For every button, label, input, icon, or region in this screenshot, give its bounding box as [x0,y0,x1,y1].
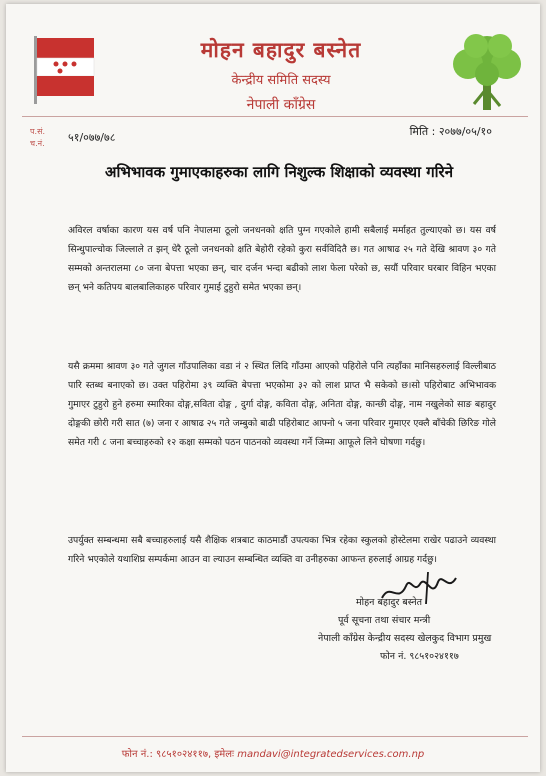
header-divider [22,116,528,117]
dispatch-label: च.नं. [30,139,45,148]
nepali-congress-flag-icon [32,34,96,104]
signatory-phone: फोन नं. ९८५१०२४११७ [380,651,459,662]
signatory-former-post: पूर्व सूचना तथा संचार मन्त्री [338,615,431,626]
letter-date: मिति : २०७७/०५/१० [409,125,492,138]
body-paragraph: यसै क्रममा श्रावण ३० गते जुगल गाँउपालिका वडा नं २ स्थित लिदि गाँउमा आएको पहिरोले पनि त्यहाँका मानिसहरुलाई विल्लीबाठ पारि स्तब्ध बनाएको छ। उक्त पहिरोमा ३९ व्यक्ति बेपत्ता भएकोमा ३२ को लाश प्राप्त भै सकेको छ।सो पहिरोबाट अभिभावक गुमाएर टुहुरो हुने हरुमा स्मारिका दोङ्ग,सविता दोङ्ग , दुर्गा दोङ्ग, कविता दोङ्ग, अनिता दोङ्ग, कान्छी दोङ्ग, नाम नखुलेको साङ बहादुर दोङ्गकी छोरी गरी सात (७) जना र आषाढ २५ गते जम्बुको बाढी पहिरोबाट आफ्नो ५ जना परिवार गुमाएर एक्लै बाँचेकी छिरिङ गोले समेत गरी ८ जना बच्चाहरुको १२ कक्षा सम्मको पठन पाठनको व्यवस्था गर्ने जिम्मा आफूले लिने घोषणा गर्दछु। [68,361,496,449]
letter-page [6,4,540,772]
ref-label: प.सं. [30,127,46,136]
signatory-name: मोहन बहादुर बस्नेत [356,597,423,608]
signature-block [318,594,491,666]
tree-logo-icon [444,30,530,114]
footer-divider [22,736,528,737]
body-paragraph: अविरल वर्षाका कारण यस वर्ष पनि नेपालमा ठूलो जनधनको क्षति पुग्न गएकोले हामी सबैलाई मर्माहत तुल्याएको छ। यस वर्ष सिन्धुपाल्चोक जिल्लाले त झन् धेरै ठूलो जनधनको क्षति बेहोरी रहेको कुरा सर्वविदितै छ। गत आषाढ २५ गते देखि श्रावण ३० गते सम्मको अन्तरालमा ८० जना बेपत्ता भएका छन्, चार दर्जन भन्दा बढीको लाश फेला परेको छ, सयौं परिवार घरबार विहिन भएका छन् भने कतिपय बालबालिकाहरु परिवार गुमाई टुहुरो समेत भएका छन्। [68,225,496,294]
letter-title: अभिभावक गुमाएकाहरुका लागि निशुल्क शिक्षाको व्यवस्था गरिने [104,163,454,181]
reference-number: ५१/०७७/७८ [68,131,116,144]
sender-name-heading: मोहन बहादुर बस्नेत [200,37,362,62]
party-name: नेपाली काँग्रेस [246,97,316,113]
footer-contact [6,746,540,760]
letterhead [116,36,446,114]
footer-phone: फोन नं.: ९८५१०२४११७, इमेलः [121,749,235,760]
sender-post: केन्द्रीय समिति सदस्य [231,73,331,88]
footer-email-link[interactable]: mandavi@integratedservices.com.np [237,749,425,760]
signatory-current-post: नेपाली काँग्रेस केन्द्रीय सदस्य खेलकुद विभाग प्रमुख [318,633,492,644]
body-paragraph: उपर्युक्त सम्बन्धमा सबै बच्चाहरुलाई यसै शैक्षिक शत्रबाट काठमाडौं उपत्यका भित्र रहेका स्कुलको होस्टेलमा राखेर पढाउने व्यवस्था गरिने भएकोले यथाशिघ्र सम्पर्कमा आउन वा ल्याउन सम्बन्धित व्यक्ति वा उनीहरुका आफन्त हरुलाई आग्रह गर्दछु। [68,535,496,566]
